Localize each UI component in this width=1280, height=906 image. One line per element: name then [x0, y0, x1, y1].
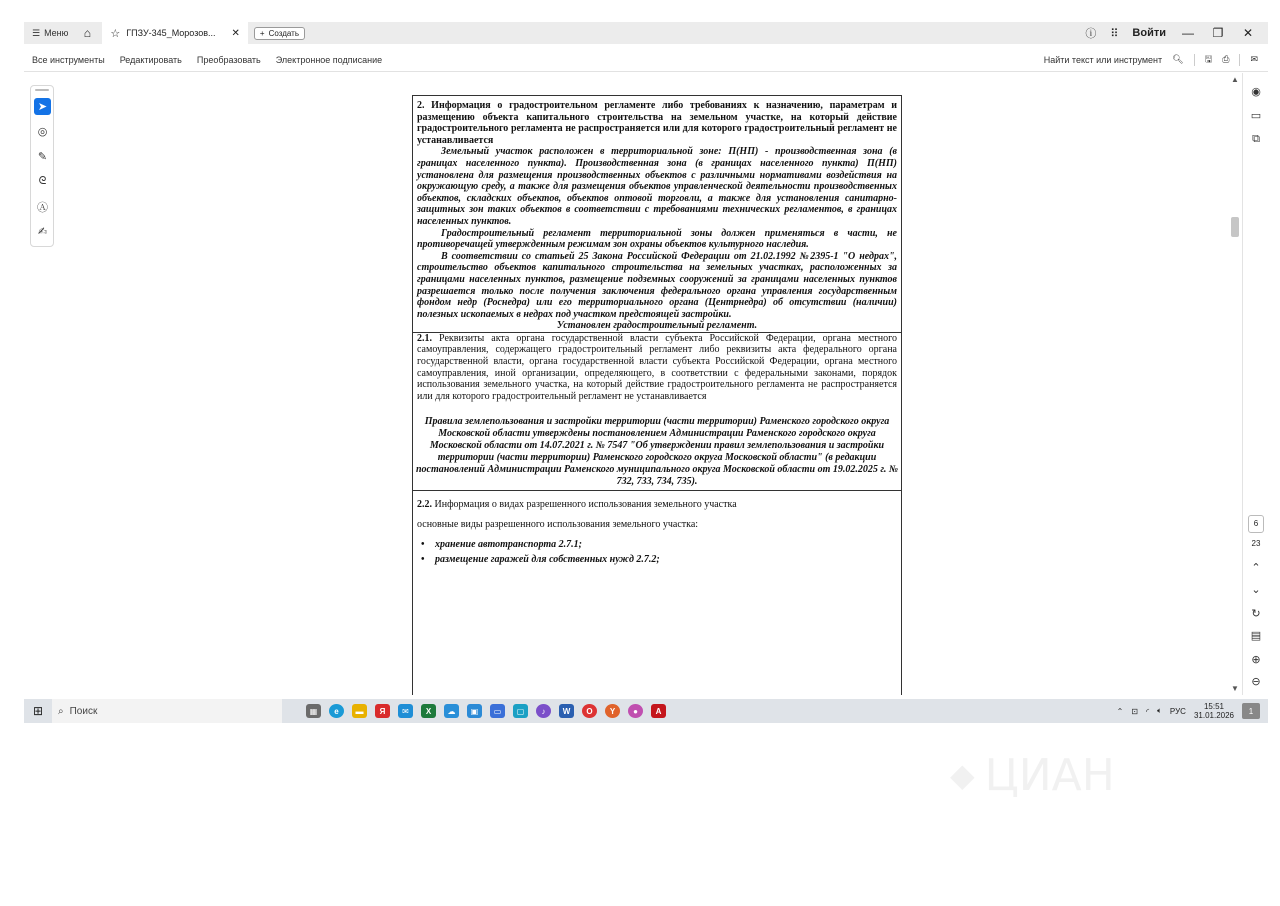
- menu-edit[interactable]: Редактировать: [119, 54, 182, 65]
- divider: [1239, 54, 1240, 66]
- opera-icon[interactable]: O: [582, 704, 597, 718]
- print-icon[interactable]: ⎙: [1222, 54, 1230, 64]
- divider: [1194, 54, 1195, 66]
- pen-icon[interactable]: ✎: [37, 151, 48, 163]
- list-item: • размещение гаражей для собственных нужд 2.7.2;: [417, 554, 897, 566]
- restore-icon[interactable]: ❐: [1212, 26, 1224, 40]
- tab-title: ГПЗУ-345_Морозов...: [126, 28, 216, 38]
- mail-app-icon[interactable]: ✉: [398, 704, 413, 718]
- watermark-logo: [950, 740, 1160, 810]
- main-uses-label: основные виды разрешенного использования земельного участка:: [417, 519, 699, 531]
- bookmark-icon[interactable]: ▭: [1250, 110, 1262, 122]
- windows-start-icon[interactable]: ⊞: [32, 704, 44, 718]
- plus-icon: +: [259, 28, 265, 38]
- mail-icon[interactable]: ✉: [1250, 54, 1258, 64]
- language-indicator[interactable]: РУС: [1169, 706, 1186, 716]
- ai-assistant-icon[interactable]: ◉: [1251, 86, 1261, 98]
- calendar-icon[interactable]: ▣: [467, 704, 482, 718]
- window-close-icon[interactable]: ✕: [1242, 26, 1254, 40]
- section-2-heading: 2. Информация о градостроительном регламенте либо требованиях к назначению, параметрам и размещению объекта капитального строительства на земельном участке, на который действие градостроительного регламента не распространяется или для которого градостроительный регламент не устанавливается: [417, 100, 897, 146]
- chevron-up-icon[interactable]: ⌃: [1116, 706, 1124, 716]
- rules-reference: Правила землепользования и застройки территории (части территории) Раменского городского округа Московской области утверждены постановлением Администрации Раменского городского округа Московской области от 14.07.2021 г. № 7547 "Об утверждении правил землепользования и застройки территории (части территории) Раменского городского округа Московской области" (в редакции постановлений Администрации Раменского муниципального округа Московской области от 19.02.2025 г. № 732, 733, 734, 735).: [413, 408, 901, 491]
- find-text-label[interactable]: Найти текст или инструмент: [1043, 54, 1163, 65]
- taskbar-search[interactable]: [52, 699, 282, 723]
- minimize-icon[interactable]: —: [1182, 26, 1194, 40]
- menu-convert[interactable]: Преобразовать: [196, 54, 261, 65]
- current-page-input[interactable]: 6: [1248, 515, 1264, 533]
- zoom-in-icon[interactable]: ⊕: [1251, 654, 1261, 666]
- zoom-out-icon[interactable]: ⊖: [1251, 676, 1261, 688]
- chevron-up-icon[interactable]: ⌃: [1251, 562, 1261, 574]
- save-icon[interactable]: 🖫: [1204, 53, 1213, 64]
- chat-icon[interactable]: ▭: [490, 704, 505, 718]
- pdf-page: [346, 73, 938, 695]
- sign-icon[interactable]: ✍: [37, 226, 48, 238]
- word-icon[interactable]: W: [559, 704, 574, 718]
- excel-icon[interactable]: X: [421, 704, 436, 718]
- page-icon[interactable]: ▤: [1250, 630, 1262, 642]
- time: 15:51: [1203, 702, 1224, 711]
- quick-tools: [30, 85, 54, 247]
- task-view-icon[interactable]: ▦: [306, 704, 321, 718]
- lasso-icon[interactable]: ᘓ: [38, 175, 47, 187]
- login-button[interactable]: Войти: [1132, 27, 1166, 39]
- scroll-down-icon[interactable]: ▼: [1231, 684, 1239, 693]
- regulation-established: Установлен градостроительный регламент.: [413, 320, 901, 333]
- zone-paragraph: Земельный участок расположен в территориальной зоне: П(НП) - производственная зона (в границах населенного пункта). Производственная зона (в границах населенного пункта) П(НП) установлена для размещения производственных объектов с различными нормативами воздействия на окружающую среду, а также для размещения объектов управленческой деятельности производственных объектов, складских объектов, объектов оптовой торговли, а также для установления санитарно-защитных зон таких объектов в соответствии с требованиями технических регламентов, в границах населенных пунктов.: [417, 146, 897, 227]
- search-label: Поиск: [69, 705, 98, 717]
- hamburger-icon: ☰: [32, 27, 41, 38]
- help-icon[interactable]: ⓘ: [1085, 28, 1097, 40]
- vertical-scrollbar[interactable]: [1228, 73, 1242, 695]
- search-icon: ⌕: [58, 705, 64, 717]
- logo-glyph: ЦИАН: [984, 749, 1115, 801]
- subsoil-paragraph: В соответствии со статьей 25 Закона Российской Федерации от 21.02.1992 №2395-1 "О недрах", строительство объектов капитального строительства на земельных участках, расположенных за границами населенных пунктов, размещение подземных сооружений за границами населенных пунктов разрешается только после получения заключения федерального органа управления государственным фондом недр (Роснедра) или его территориального органа (Центрнедра) об отсутствии (наличии) полезных ископаемых в недрах под участком предстоящей застройки.: [417, 250, 897, 320]
- messenger-icon[interactable]: ●: [628, 704, 643, 718]
- notifications-badge[interactable]: 1: [1242, 703, 1260, 719]
- document-tab[interactable]: [102, 22, 248, 44]
- page-content: [412, 95, 902, 695]
- home-icon[interactable]: ⌂: [83, 26, 92, 40]
- app-icon[interactable]: ▢: [513, 704, 528, 718]
- wifi-icon[interactable]: ◜: [1146, 706, 1150, 716]
- list-item: • хранение автотранспорта 2.7.1;: [417, 539, 897, 551]
- clock[interactable]: [1194, 702, 1234, 720]
- drag-handle[interactable]: [35, 89, 49, 91]
- uses-list: [417, 539, 897, 566]
- comment-icon[interactable]: ◎: [37, 126, 48, 138]
- media-player-icon[interactable]: ♪: [536, 704, 551, 718]
- scroll-up-icon[interactable]: ▲: [1231, 75, 1239, 84]
- close-tab-icon[interactable]: ✕: [231, 27, 240, 39]
- heritage-paragraph: Градостроительный регламент территориальной зоны должен применяться в части, не противоречащей утвержденным режимам зон охраны объектов культурного наследия.: [417, 227, 897, 251]
- create-label: Создать: [268, 28, 299, 38]
- left-pane: [24, 73, 346, 695]
- chevron-down-icon[interactable]: ⌄: [1251, 584, 1261, 596]
- right-sidebar: [1242, 73, 1268, 695]
- network-icon[interactable]: ⊡: [1131, 706, 1138, 716]
- taskbar: [24, 699, 1268, 723]
- date: 31.01.2026: [1193, 711, 1234, 720]
- section-2-1-number: 2.1.: [417, 332, 432, 344]
- yandex-browser-icon[interactable]: Y: [605, 704, 620, 718]
- volume-icon[interactable]: 🔈︎: [1157, 706, 1162, 715]
- menu-button[interactable]: [24, 28, 76, 39]
- refresh-icon[interactable]: ↻: [1251, 608, 1261, 620]
- text-box-icon[interactable]: Ⓐ: [37, 201, 48, 214]
- search-icon[interactable]: 🔍︎: [1172, 54, 1184, 64]
- cloud-icon[interactable]: ☁: [444, 704, 459, 718]
- logo-icon: ◆: [950, 756, 975, 794]
- edge-icon[interactable]: e: [329, 704, 344, 718]
- menu-label: Меню: [44, 28, 69, 38]
- scroll-thumb[interactable]: [1231, 217, 1239, 237]
- select-cursor-icon[interactable]: ➤: [34, 98, 51, 115]
- taskbar-apps: [306, 704, 666, 718]
- workspace: [24, 73, 1268, 695]
- menu-e-sign[interactable]: Электронное подписание: [275, 54, 383, 65]
- copy-pages-icon[interactable]: ⧉: [1252, 133, 1260, 145]
- apps-grid-icon[interactable]: ⠿: [1110, 27, 1119, 40]
- section-2-2-text: Информация о видах разрешенного использования земельного участка: [434, 499, 737, 511]
- total-pages: 23: [1251, 539, 1261, 548]
- file-explorer-icon[interactable]: ▬: [352, 704, 367, 718]
- acrobat-icon[interactable]: A: [651, 704, 666, 718]
- section-2-1-text: Реквизиты акта органа государственной власти субъекта Российской Федерации, органа местного самоуправления, содержащего градостроительный регламент либо реквизиты акта федерального органа государственной власти, органа государственной власти субъекта Российской Федерации, органа местного самоуправления, иной организации, определяющего, в соответствии с федеральными законами, порядок использования земельного участка, на который действие градостроительного регламента не распространяется или для которого градостроительный регламент не устанавливается: [417, 332, 897, 402]
- create-button[interactable]: [254, 27, 305, 40]
- menu-all-tools[interactable]: Все инструменты: [32, 54, 105, 65]
- tools-row: [24, 48, 1268, 72]
- section-2-2-number: 2.2.: [417, 499, 432, 511]
- star-icon[interactable]: ☆: [110, 27, 121, 40]
- yandex-icon[interactable]: Я: [375, 704, 390, 718]
- system-tray: [1117, 702, 1268, 720]
- right-pane: [938, 73, 1228, 695]
- tab-bar: [24, 22, 1268, 44]
